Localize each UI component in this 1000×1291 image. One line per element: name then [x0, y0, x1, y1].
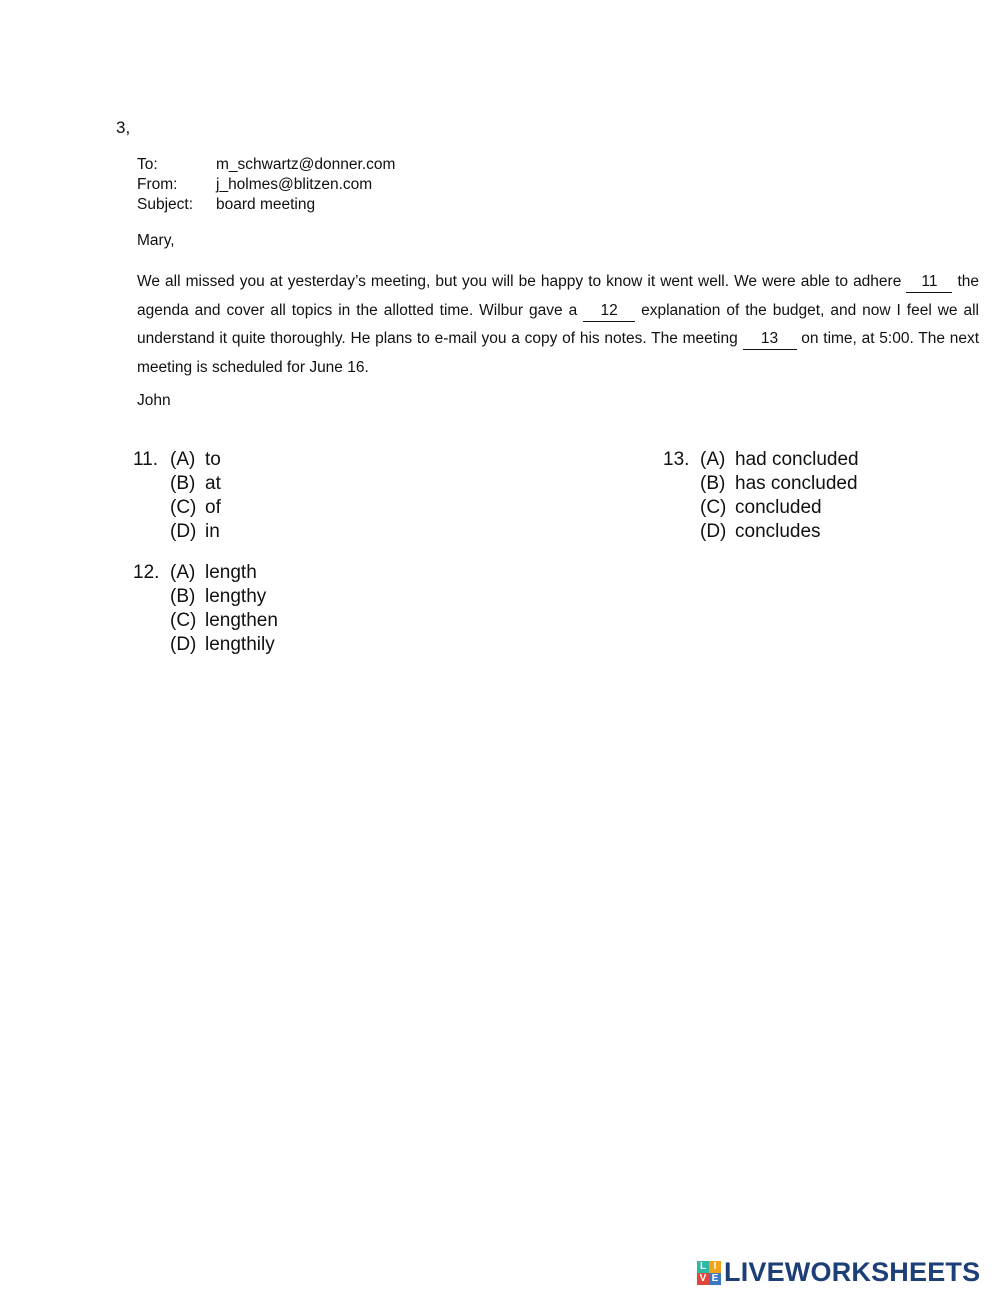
email-signature: John — [137, 392, 171, 409]
logo-mark-letter: E — [709, 1273, 721, 1285]
subject-row — [137, 195, 395, 215]
option-letter: (C) — [170, 497, 197, 518]
option-row[interactable] — [663, 448, 859, 472]
logo-mark-icon — [697, 1261, 721, 1285]
question-12 — [133, 561, 278, 657]
option-letter: (B) — [170, 473, 196, 494]
option-text: concluded — [735, 497, 822, 518]
option-letter: (A) — [700, 449, 726, 470]
subject-label: Subject: — [137, 196, 194, 213]
option-row[interactable] — [133, 520, 221, 544]
email-greeting: Mary, — [137, 232, 175, 249]
logo-mark-letter: V — [697, 1273, 709, 1285]
question-number: 12. — [133, 562, 160, 583]
option-letter: (C) — [170, 610, 197, 631]
option-text: concludes — [735, 521, 821, 542]
question-number: 13. — [663, 449, 690, 470]
body-text-4: on time, at 5:00. The next meeting is scheduled for June 16. — [137, 330, 980, 376]
option-letter: (B) — [170, 586, 196, 607]
blank-11[interactable]: 11 — [906, 272, 952, 293]
option-letter: (B) — [700, 473, 726, 494]
to-row — [137, 155, 395, 175]
option-row[interactable] — [663, 472, 859, 496]
option-text: lengthen — [205, 610, 278, 631]
subject-value: board meeting — [216, 196, 316, 213]
body-text-3: explanation of the budget, and now I feel we all understand it quite thoroughly. He plans to e-mail you a copy of his notes. The meeting — [137, 301, 979, 347]
option-row[interactable] — [133, 472, 221, 496]
blank-12[interactable]: 12 — [583, 301, 635, 322]
body-text-2: the agenda and cover all topics in the allotted time. Wilbur gave a — [137, 273, 979, 319]
option-letter: (D) — [170, 521, 197, 542]
logo-mark-letter: L — [697, 1261, 709, 1273]
option-letter: (A) — [170, 449, 196, 470]
option-text: had concluded — [735, 449, 859, 470]
option-text: lengthy — [205, 586, 267, 607]
logo-text: LIVEWORKSHEETS — [724, 1257, 981, 1287]
from-value: j_holmes@blitzen.com — [216, 176, 373, 193]
option-text: of — [205, 497, 221, 518]
liveworksheets-logo — [697, 1257, 980, 1288]
question-13 — [663, 448, 859, 544]
option-row[interactable] — [133, 585, 278, 609]
option-text: to — [205, 449, 221, 470]
option-row[interactable] — [663, 520, 859, 544]
logo-mark-letter: I — [709, 1261, 721, 1273]
option-letter: (D) — [170, 634, 197, 655]
section-number: 3, — [116, 118, 131, 137]
question-number: 11. — [133, 449, 159, 470]
option-text: at — [205, 473, 221, 494]
option-row[interactable] — [133, 448, 221, 472]
body-text-1: We all missed you at yesterday’s meeting, but you will be happy to know it went well. We were able to adhere — [137, 273, 902, 290]
option-row[interactable] — [133, 561, 278, 585]
email-body — [137, 268, 979, 382]
blank-13[interactable]: 13 — [743, 329, 797, 350]
to-label: To: — [137, 156, 158, 173]
option-letter: (A) — [170, 562, 196, 583]
to-value: m_schwartz@donner.com — [216, 156, 396, 173]
option-text: in — [205, 521, 220, 542]
email-header — [137, 155, 395, 215]
from-row — [137, 175, 395, 195]
option-row[interactable] — [663, 496, 859, 520]
from-label: From: — [137, 176, 178, 193]
question-11 — [133, 448, 221, 544]
option-row[interactable] — [133, 496, 221, 520]
option-text: length — [205, 562, 257, 583]
option-row[interactable] — [133, 609, 278, 633]
option-row[interactable] — [133, 633, 278, 657]
option-letter: (D) — [700, 521, 727, 542]
option-text: has concluded — [735, 473, 858, 494]
option-letter: (C) — [700, 497, 727, 518]
option-text: lengthily — [205, 634, 275, 655]
